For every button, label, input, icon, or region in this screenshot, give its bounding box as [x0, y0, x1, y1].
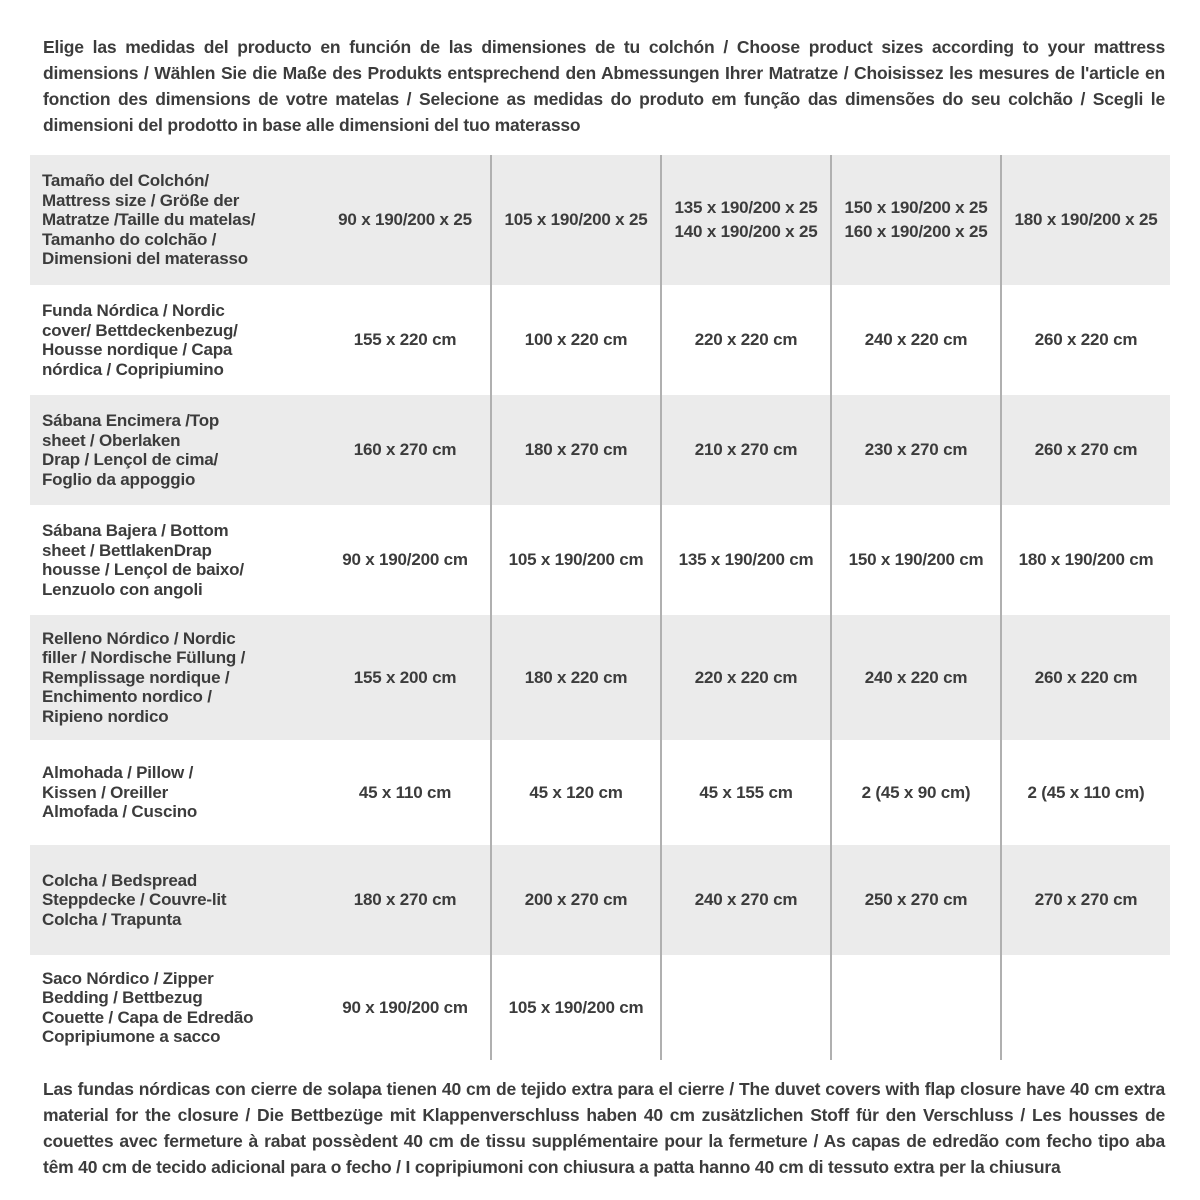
table-row-bottom-sheet	[30, 505, 1170, 615]
header-size-col-1: 90 x 190/200 x 25	[338, 210, 472, 229]
size-value: 155 x 220 cm	[353, 330, 457, 349]
size-value: 180 x 270 cm	[353, 890, 457, 909]
size-value: 250 x 270 cm	[830, 845, 1000, 955]
size-value: 160 x 270 cm	[353, 440, 457, 459]
size-value	[830, 955, 1000, 1060]
size-table	[30, 155, 1170, 1060]
size-value: 180 x 270 cm	[490, 395, 660, 505]
table-row-bedspread	[30, 845, 1170, 955]
row-label: Sábana Bajera / Bottom sheet / BettlakenDrap housse / Lençol de baixo/ Lenzuolo con angoli	[42, 521, 244, 599]
table-row-nordic-cover	[30, 285, 1170, 395]
size-value: 150 x 190/200 cm	[830, 505, 1000, 615]
row-label: Almohada / Pillow / Kissen / Oreiller Almofada / Cuscino	[42, 763, 198, 822]
header-size-col-2: 105 x 190/200 x 25	[490, 155, 660, 285]
table-row-pillow	[30, 740, 1170, 845]
size-value: 2 (45 x 90 cm)	[830, 740, 1000, 845]
intro-text: Elige las medidas del producto en función de las dimensiones de tu colchón / Choose product sizes according to your mattress dimensions / Wählen Sie die Maße des Produkts entsprechend den Abmessungen Ihrer Matratze / Choisissez les mesures de l'article en fonction des dimensions de votre matelas / Selecione as medidas do produto em função das dimensões do seu colchão / Scegli le dimensioni del prodotto in base alle dimensioni del tuo materasso	[43, 37, 1165, 135]
size-value: 220 x 220 cm	[660, 285, 830, 395]
size-value: 90 x 190/200 cm	[342, 997, 468, 1017]
size-value	[660, 955, 830, 1060]
table-row-top-sheet	[30, 395, 1170, 505]
size-value: 155 x 200 cm	[353, 667, 457, 687]
table-row-nordic-filler	[30, 615, 1170, 740]
size-value	[1000, 955, 1170, 1060]
table-row-zipper-bedding	[30, 955, 1170, 1060]
row-label: Sábana Encimera /Top sheet / Oberlaken Drap / Lençol de cima/ Foglio da appoggio	[42, 411, 220, 489]
size-value: 260 x 270 cm	[1000, 395, 1170, 505]
size-value: 270 x 270 cm	[1000, 845, 1170, 955]
size-value: 210 x 270 cm	[660, 395, 830, 505]
size-value: 260 x 220 cm	[1000, 615, 1170, 740]
size-value: 100 x 220 cm	[490, 285, 660, 395]
size-value: 220 x 220 cm	[660, 615, 830, 740]
header-size-col-4: 150 x 190/200 x 25 160 x 190/200 x 25	[830, 155, 1000, 285]
size-value: 240 x 220 cm	[830, 615, 1000, 740]
size-value: 180 x 190/200 cm	[1000, 505, 1170, 615]
header-size-col-5: 180 x 190/200 x 25	[1000, 155, 1170, 285]
size-value: 45 x 120 cm	[490, 740, 660, 845]
size-value: 135 x 190/200 cm	[660, 505, 830, 615]
row-label: Relleno Nórdico / Nordic filler / Nordische Füllung / Remplissage nordique / Enchimento nordico / Ripieno nordico	[42, 628, 246, 726]
size-value: 240 x 270 cm	[660, 845, 830, 955]
row-label: Funda Nórdica / Nordic cover/ Bettdeckenbezug/ Housse nordique / Capa nórdica / Copripiumino	[42, 301, 238, 379]
row-label: Colcha / Bedspread Steppdecke / Couvre-lit Colcha / Trapunta	[42, 870, 227, 929]
size-value: 105 x 190/200 cm	[490, 505, 660, 615]
size-value: 240 x 220 cm	[830, 285, 1000, 395]
size-value: 200 x 270 cm	[490, 845, 660, 955]
header-label-mattress-size: Tamaño del Colchón/ Mattress size / Größe der Matratze /Taille du matelas/ Tamanho do colchão / Dimensioni del materasso	[42, 171, 256, 269]
size-value: 2 (45 x 110 cm)	[1000, 740, 1170, 845]
size-value: 90 x 190/200 cm	[342, 550, 468, 569]
row-label: Saco Nórdico / Zipper Bedding / Bettbezug Couette / Capa de Edredão Copripiumone a sacco	[42, 968, 254, 1046]
size-value: 105 x 190/200 cm	[490, 955, 660, 1060]
size-value: 230 x 270 cm	[830, 395, 1000, 505]
footnote-text: Las fundas nórdicas con cierre de solapa tienen 40 cm de tejido extra para el cierre / The duvet covers with flap closure have 40 cm extra material for the closure / Die Bettbezüge mit Klappenverschluss haben 40 cm zusätzlichen Stoff für den Verschluss / Les housses de couettes avec fermeture à rabat possèdent 40 cm de tissu supplémentaire pour la fermeture / As capas de edredão com fecho tipo aba têm 40 cm de tecido adicional para o fecho / I copripiumoni con chiusura a patta hanno 40 cm di tessuto extra per la chiusura	[43, 1079, 1165, 1177]
size-value: 45 x 155 cm	[660, 740, 830, 845]
table-header-row	[30, 155, 1170, 285]
header-size-col-3: 135 x 190/200 x 25 140 x 190/200 x 25	[660, 155, 830, 285]
size-value: 260 x 220 cm	[1000, 285, 1170, 395]
size-value: 180 x 220 cm	[490, 615, 660, 740]
size-value: 45 x 110 cm	[358, 782, 452, 802]
